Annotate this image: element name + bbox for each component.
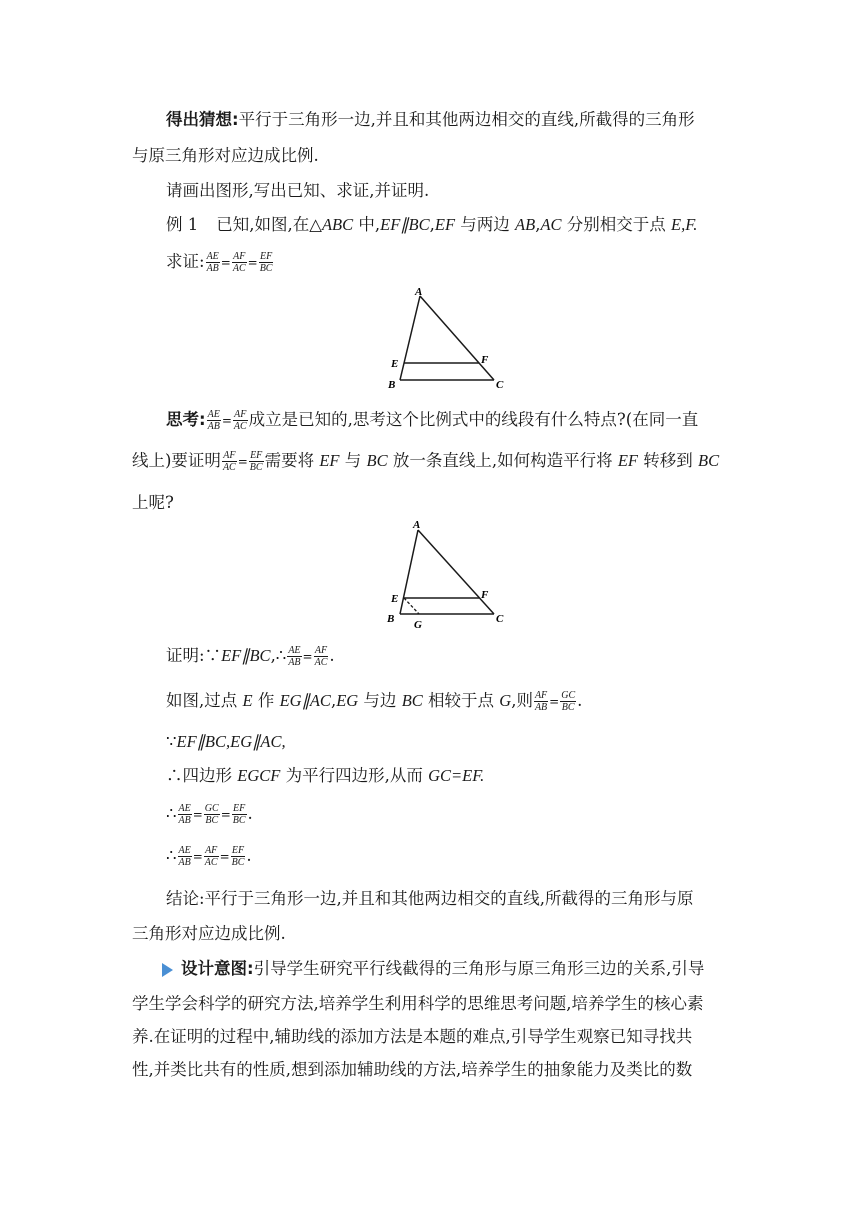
eq-sign: = [192, 849, 203, 864]
point-e-label: E [391, 593, 399, 605]
point-b-label: B [387, 613, 395, 625]
design-text-1: 引导学生研究平行线截得的三角形与原三角形三边的关系,引导 [253, 959, 705, 978]
think-text-2a: 线上)要证明 [132, 451, 221, 470]
example-ab: AB [515, 215, 536, 234]
eq-sign: = [549, 694, 560, 709]
fraction-ae-ab: $\frac{AE}{AB}$ [206, 251, 219, 274]
period: . [329, 646, 335, 665]
design-text-4: 性,并类比共有的性质,想到添加辅助线的方法,培养学生的抽象能力及类比的数 [132, 1060, 693, 1079]
fraction-af-ac: $\frac{AF}{AC}$ [204, 845, 218, 868]
example-text-a: 已知,如图,在△ [216, 215, 322, 234]
think-line-2 [132, 449, 719, 474]
point-e-label: E [391, 358, 399, 370]
conjecture-line-1 [166, 108, 695, 132]
fraction-gc-bc: $\frac{GC}{BC}$ [204, 803, 219, 826]
proof-parallel-facts: EF∥BC,EG∥AC, [176, 732, 286, 751]
conclusion-text-2: 三角形对应边成比例. [132, 924, 286, 943]
triangle-figure-2 [380, 518, 510, 630]
think-line-3 [132, 491, 174, 515]
design-label: 设计意图: [181, 959, 254, 978]
proof-gc-ef: GC=EF. [428, 766, 485, 785]
fraction-ef-bc: $\frac{EF}{BC}$ [231, 845, 245, 868]
conjecture-text-1: 平行于三角形一边,并且和其他两边相交的直线,所截得的三角形 [238, 110, 695, 129]
eq-sign: = [221, 413, 232, 428]
fraction-af-ac: $\frac{AF}{AC}$ [314, 645, 328, 668]
proof-e: E [242, 691, 253, 710]
point-g-label: G [414, 619, 422, 630]
example-text-b: 中, [353, 215, 381, 234]
design-line-1 [162, 957, 704, 981]
eq-sign: = [219, 849, 230, 864]
think-text-2c: 与 [339, 451, 367, 470]
conjecture-label: 得出猜想: [166, 110, 239, 129]
design-line-2 [132, 992, 704, 1016]
eq-sign: = [302, 649, 313, 664]
fraction-af-ac: $\frac{AF}{AC}$ [232, 251, 246, 274]
point-f-label: F [481, 354, 489, 366]
point-a-label: A [413, 519, 421, 531]
fraction-ae-ab: $\frac{AE}{AB}$ [178, 803, 191, 826]
instruction-line [166, 179, 429, 203]
conclusion-text-1: 结论:平行于三角形一边,并且和其他两边相交的直线,所截得的三角形与原 [166, 889, 694, 908]
conjecture-line-2 [132, 144, 319, 168]
conclusion-line-2 [132, 922, 286, 946]
conjecture-text-2: 与原三角形对应边成比例. [132, 146, 319, 165]
example-number: 例 1 [166, 215, 199, 234]
therefore-symbol: ∴ [166, 846, 177, 865]
example-points: E,F. [671, 215, 698, 234]
think-ef-2: EF [617, 451, 638, 470]
proof-text: 为平行四边形,从而 [280, 766, 429, 785]
design-text-2: 学生学会科学的研究方法,培养学生利用科学的思维思考问题,培养学生的核心素 [132, 994, 704, 1013]
proof-text: ∴四边形 [166, 766, 238, 785]
proof-line-5 [166, 802, 253, 827]
design-line-4 [132, 1058, 692, 1082]
example-text-c: 与两边 [455, 215, 516, 234]
fraction-ae-ab: $\frac{AE}{AB}$ [288, 645, 301, 668]
think-text-2b: 需要将 [264, 451, 320, 470]
think-bc: BC [366, 451, 388, 470]
proof-eg-ac: EG∥AC [279, 691, 331, 710]
think-bc-2: BC [698, 451, 720, 470]
proof-bc: BC [401, 691, 423, 710]
think-ef: EF [319, 451, 340, 470]
prove-line [166, 250, 274, 275]
proof-text: 与边 [358, 691, 402, 710]
proof-line-1 [166, 644, 335, 669]
proof-line-2 [166, 689, 582, 714]
example-abc: ABC [321, 215, 354, 234]
think-text-1: 成立是已知的,思考这个比例式中的线段有什么特点?(在同一直 [248, 410, 699, 429]
example-ac: AC [540, 215, 562, 234]
fraction-af-ac: $\frac{AF}{AC}$ [222, 450, 236, 473]
play-triangle-icon [162, 963, 173, 977]
proof-label: 证明:∵ [166, 646, 222, 665]
proof-text: 相较于点 [422, 691, 500, 710]
proof-g: G [499, 691, 512, 710]
proof-egcf: EGCF [237, 766, 281, 785]
eq-sign: = [237, 454, 248, 469]
because-symbol: ∵ [166, 732, 177, 751]
fraction-ae-ab: $\frac{AE}{AB}$ [178, 845, 191, 868]
point-c-label: C [496, 379, 504, 391]
proof-text: 作 [252, 691, 280, 710]
eq-sign: = [220, 807, 231, 822]
fraction-af-ac: $\frac{AF}{AC}$ [233, 409, 247, 432]
eq-sign: = [220, 255, 231, 270]
fraction-ae-ab: $\frac{AE}{AB}$ [207, 409, 220, 432]
example-comma-2: , [535, 215, 541, 234]
period: . [577, 691, 583, 710]
fraction-af-ab: $\frac{AF}{AB}$ [534, 690, 548, 713]
proof-therefore: ,∴ [270, 646, 287, 665]
think-label: 思考: [166, 410, 206, 429]
instruction-text: 请画出图形,写出已知、求证,并证明. [166, 181, 430, 200]
example-ef: EF [434, 215, 456, 234]
eq-sign: = [247, 255, 258, 270]
fraction-ef-bc: $\frac{EF}{BC}$ [249, 450, 263, 473]
proof-text: , [330, 691, 337, 710]
therefore-symbol: ∴ [166, 804, 177, 823]
point-f-label: F [481, 589, 489, 601]
period: . [247, 804, 253, 823]
think-text-3: 上呢? [132, 493, 174, 512]
proof-line-6 [166, 844, 252, 869]
think-line-1 [166, 408, 698, 433]
proof-text: ,则 [511, 691, 533, 710]
conclusion-line-1 [166, 887, 694, 911]
proof-ef-bc: EF∥BC [221, 646, 271, 665]
proof-eg: EG [336, 691, 359, 710]
fraction-gc-bc: $\frac{GC}{BC}$ [561, 690, 576, 713]
example-text-d: 分别相交于点 [561, 215, 672, 234]
fraction-ef-bc: $\frac{EF}{BC}$ [259, 251, 273, 274]
think-text-2d: 放一条直线上,如何构造平行将 [387, 451, 618, 470]
example-ef-bc: EF∥BC [380, 215, 430, 234]
proof-text: 如图,过点 [166, 691, 243, 710]
triangle-figure-1 [380, 284, 510, 392]
fraction-ef-bc: $\frac{EF}{BC}$ [232, 803, 246, 826]
proof-line-3 [166, 730, 286, 754]
proof-line-4 [166, 764, 484, 788]
design-line-3 [132, 1025, 692, 1049]
period: . [246, 846, 252, 865]
example-comma: , [429, 215, 435, 234]
example-line [166, 213, 697, 237]
point-a-label: A [415, 286, 423, 298]
eq-sign: = [192, 807, 203, 822]
think-text-2e: 转移到 [638, 451, 698, 470]
point-b-label: B [388, 379, 396, 391]
design-text-3: 养.在证明的过程中,辅助线的添加方法是本题的难点,引导学生观察已知寻找共 [132, 1027, 693, 1046]
point-c-label: C [496, 613, 504, 625]
prove-label: 求证: [166, 252, 205, 271]
